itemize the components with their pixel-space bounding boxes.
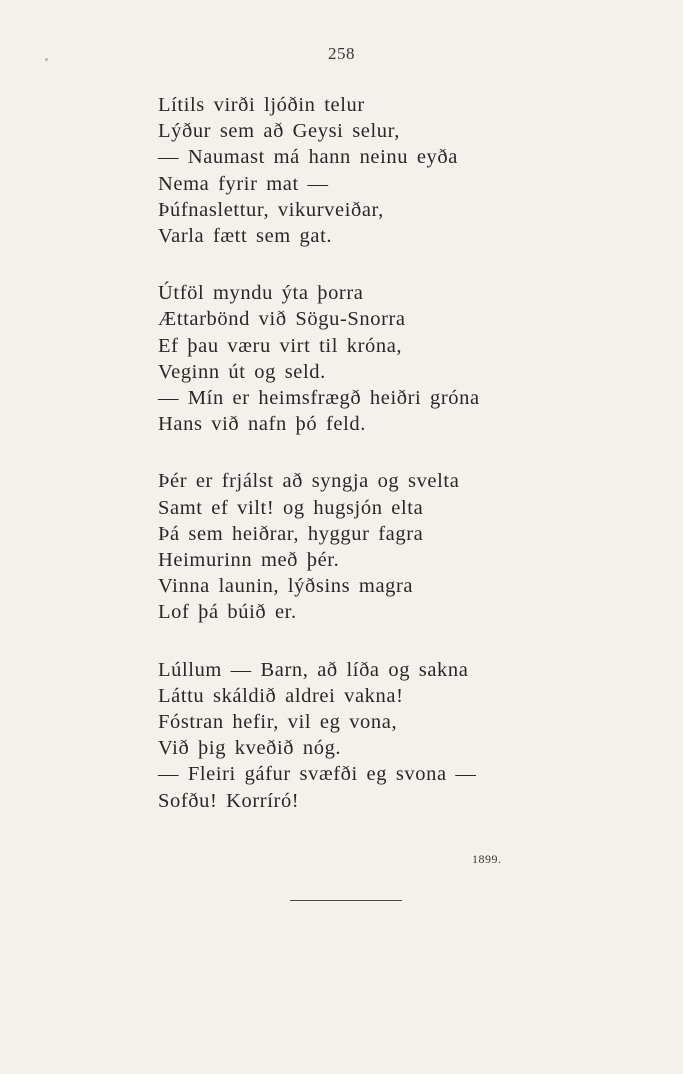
date-signature: 1899. bbox=[472, 852, 502, 866]
poem bbox=[158, 92, 558, 845]
poem-line: — Mín er heimsfrægð heiðri gróna bbox=[158, 387, 480, 410]
poem-line: Þér er frjálst að syngja og svelta bbox=[158, 470, 460, 493]
poem-line: Fóstran hefir, vil eg vona, bbox=[158, 711, 398, 734]
poem-line: — Fleiri gáfur svæfði eg svona — bbox=[158, 763, 477, 786]
poem-line: Láttu skáldið aldrei vakna! bbox=[158, 684, 404, 707]
stanza-2 bbox=[158, 280, 558, 437]
poem-line: Þá sem heiðrar, hyggur fagra bbox=[158, 522, 424, 545]
poem-line: Lof þá búið er. bbox=[158, 601, 297, 624]
poem-line: Sofðu! Korríró! bbox=[158, 789, 300, 812]
poem-line: Ættarbönd við Sögu-Snorra bbox=[158, 308, 406, 331]
poem-line: Ef þau væru virt til króna, bbox=[158, 334, 403, 357]
poem-line: Samt ef vilt! og hugsjón elta bbox=[158, 496, 424, 519]
poem-line: Veginn út og seld. bbox=[158, 360, 326, 383]
poem-line: Lítils virði ljóðin telur bbox=[158, 94, 365, 116]
stanza-1 bbox=[158, 92, 558, 249]
poem-line: Heimurinn með þér. bbox=[158, 549, 340, 572]
stanza-4 bbox=[158, 657, 558, 814]
poem-line: Lýður sem að Geysi selur, bbox=[158, 120, 400, 143]
poem-line: Hans við nafn þó feld. bbox=[158, 413, 366, 436]
poem-line: Þúfnaslettur, vikurveiðar, bbox=[158, 198, 384, 221]
stanza-3 bbox=[158, 468, 558, 625]
poem-line: — Naumast má hann neinu eyða bbox=[158, 146, 458, 169]
page-number: 258 bbox=[328, 44, 355, 63]
poem-line: Vinna launin, lýðsins magra bbox=[158, 575, 414, 598]
poem-line: Útföl myndu ýta þorra bbox=[158, 282, 364, 305]
poem-line: Varla fætt sem gat. bbox=[158, 225, 333, 248]
poem-line: Við þig kveðið nóg. bbox=[158, 737, 342, 760]
poem-line: Nema fyrir mat — bbox=[158, 172, 329, 195]
poem-line: Lúllum — Barn, að líða og sakna bbox=[158, 658, 469, 681]
end-rule-divider bbox=[290, 900, 402, 901]
